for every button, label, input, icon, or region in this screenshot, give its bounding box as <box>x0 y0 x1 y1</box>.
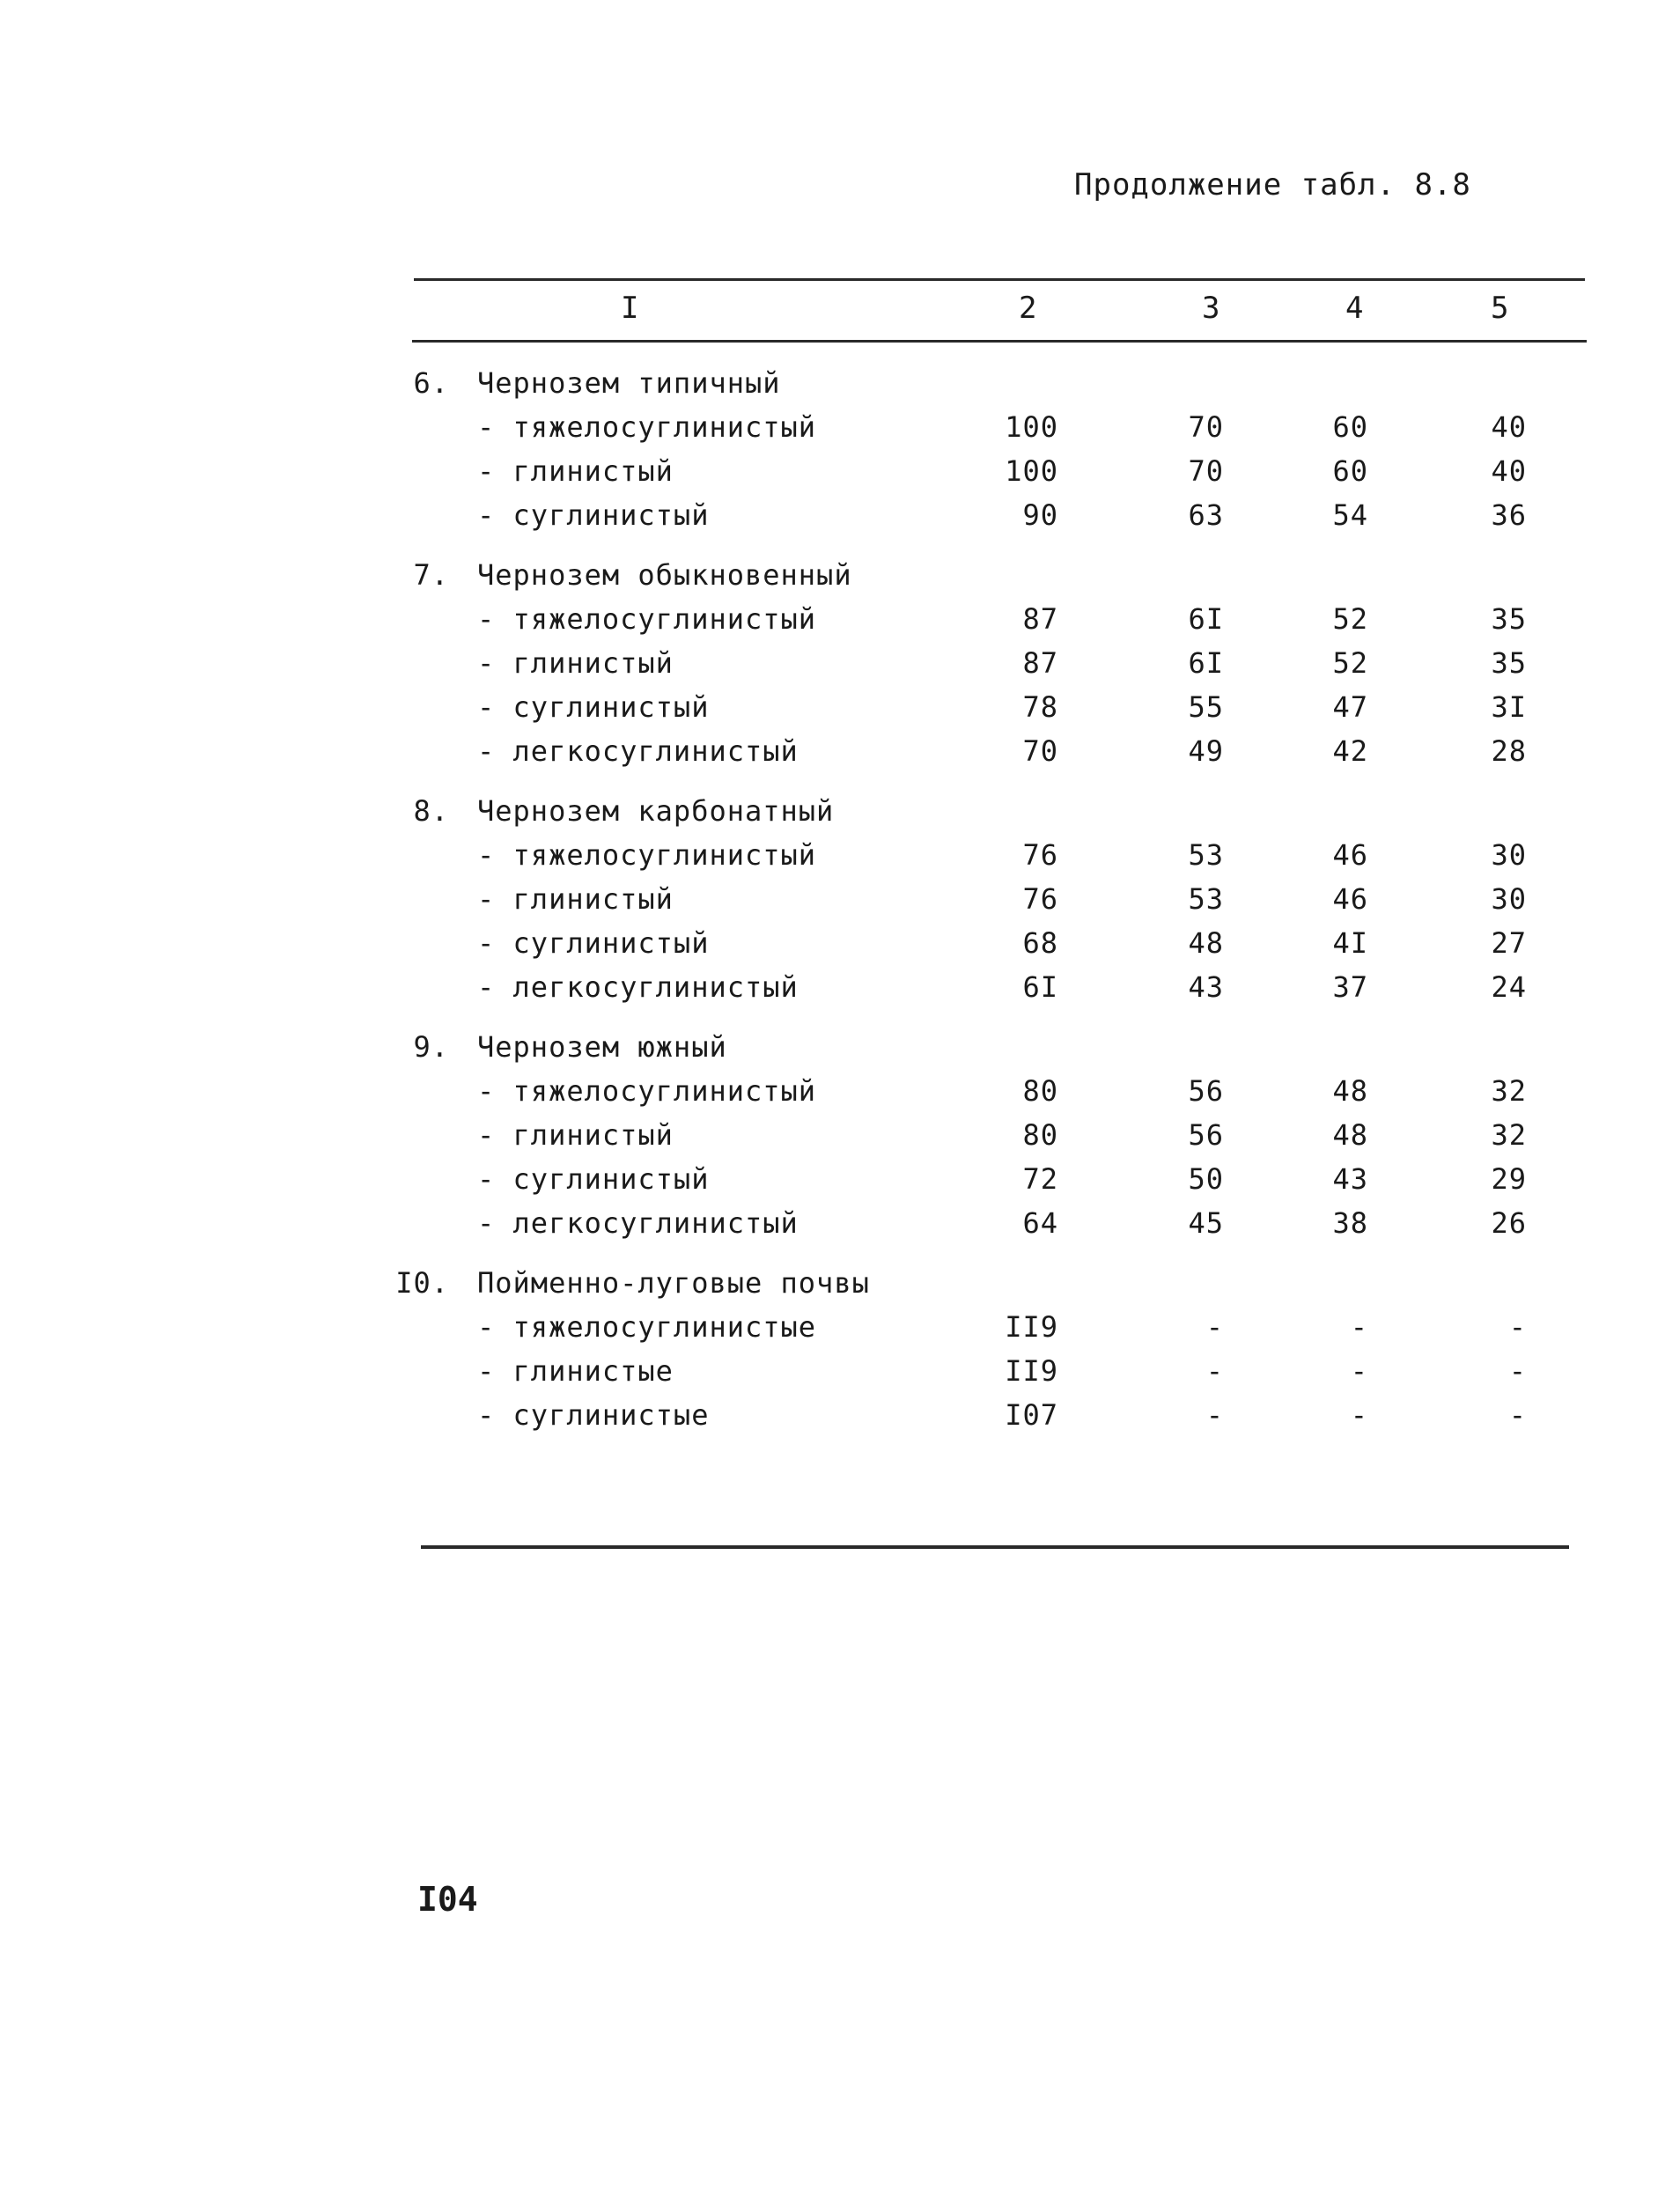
value-col-5: 28 <box>1491 734 1527 768</box>
value-col-4: 38 <box>1332 1206 1368 1240</box>
soil-subtype-name: - легкосуглинистый <box>477 1206 799 1240</box>
value-col-2: 76 <box>1022 838 1058 872</box>
value-col-5: 32 <box>1491 1118 1527 1152</box>
value-col-2: 70 <box>1022 734 1058 768</box>
table-row <box>0 1113 1680 1157</box>
value-col-5: 29 <box>1491 1162 1527 1196</box>
table-continuation-caption: Продолжение табл. 8.8 <box>1074 167 1471 203</box>
value-col-2: 87 <box>1022 602 1058 636</box>
header-col-1: I <box>621 291 639 326</box>
group-title: Чернозем обыкновенный <box>477 558 852 592</box>
soil-group <box>0 553 1680 773</box>
group-number: 7. <box>413 558 449 592</box>
soil-subtype-name: - легкосуглинистый <box>477 734 799 768</box>
table-row <box>0 405 1680 449</box>
group-heading-row <box>0 361 1680 405</box>
table-row <box>0 1393 1680 1437</box>
value-col-4: - <box>1350 1310 1368 1344</box>
table-row <box>0 729 1680 773</box>
value-col-5: - <box>1508 1354 1527 1388</box>
table-row <box>0 449 1680 493</box>
soil-subtype-name: - глинистый <box>477 882 674 916</box>
value-col-5: 26 <box>1491 1206 1527 1240</box>
group-title: Пойменно-луговые почвы <box>477 1266 870 1300</box>
table-body <box>0 361 1680 1453</box>
value-col-5: 27 <box>1491 926 1527 960</box>
soil-subtype-name: - суглинистый <box>477 498 710 532</box>
value-col-5: 40 <box>1491 410 1527 444</box>
value-col-4: 52 <box>1332 602 1368 636</box>
soil-group <box>0 1025 1680 1245</box>
value-col-2: I07 <box>1005 1398 1058 1432</box>
table-row <box>0 833 1680 877</box>
value-col-3: 48 <box>1188 926 1224 960</box>
value-col-3: 50 <box>1188 1162 1224 1196</box>
value-col-5: 40 <box>1491 454 1527 488</box>
group-heading-row <box>0 1261 1680 1305</box>
value-col-3: 56 <box>1188 1074 1224 1108</box>
soil-group <box>0 789 1680 1009</box>
value-col-2: 6I <box>1022 970 1058 1004</box>
header-col-4: 4 <box>1345 291 1364 326</box>
table-row <box>0 1157 1680 1201</box>
value-col-4: 48 <box>1332 1074 1368 1108</box>
value-col-2: 72 <box>1022 1162 1058 1196</box>
soil-subtype-name: - тяжелосуглинистый <box>477 1074 817 1108</box>
soil-subtype-name: - тяжелосуглинистый <box>477 410 817 444</box>
value-col-4: 37 <box>1332 970 1368 1004</box>
value-col-5: 30 <box>1491 882 1527 916</box>
group-heading-row <box>0 1025 1680 1069</box>
table-row <box>0 1201 1680 1245</box>
value-col-4: 60 <box>1332 410 1368 444</box>
value-col-2: 100 <box>1005 410 1058 444</box>
soil-subtype-name: - суглинистые <box>477 1398 710 1432</box>
soil-subtype-name: - глинистый <box>477 454 674 488</box>
value-col-5: - <box>1508 1310 1527 1344</box>
soil-subtype-name: - легкосуглинистый <box>477 970 799 1004</box>
value-col-4: 52 <box>1332 646 1368 680</box>
header-col-2: 2 <box>1019 291 1037 326</box>
table-row <box>0 877 1680 921</box>
soil-subtype-name: - тяжелосуглинистый <box>477 838 817 872</box>
table-row <box>0 965 1680 1009</box>
soil-subtype-name: - тяжелосуглинистые <box>477 1310 817 1344</box>
value-col-5: 36 <box>1491 498 1527 532</box>
group-title: Чернозем карбонатный <box>477 794 835 828</box>
value-col-4: - <box>1350 1398 1368 1432</box>
soil-subtype-name: - глинистые <box>477 1354 674 1388</box>
table-header-row <box>0 291 1680 331</box>
soil-subtype-name: - суглинистый <box>477 1162 710 1196</box>
table-bottom-rule <box>421 1545 1569 1549</box>
value-col-4: 48 <box>1332 1118 1368 1152</box>
value-col-4: - <box>1350 1354 1368 1388</box>
value-col-2: 100 <box>1005 454 1058 488</box>
value-col-2: 78 <box>1022 690 1058 724</box>
table-row <box>0 597 1680 641</box>
value-col-2: 64 <box>1022 1206 1058 1240</box>
value-col-4: 54 <box>1332 498 1368 532</box>
soil-group <box>0 1261 1680 1437</box>
value-col-3: 53 <box>1188 838 1224 872</box>
value-col-2: 87 <box>1022 646 1058 680</box>
table-top-rule <box>414 278 1585 281</box>
table-row <box>0 1349 1680 1393</box>
table-header-rule <box>412 340 1587 343</box>
table-row <box>0 1069 1680 1113</box>
value-col-3: 56 <box>1188 1118 1224 1152</box>
value-col-2: 76 <box>1022 882 1058 916</box>
value-col-5: 35 <box>1491 646 1527 680</box>
group-number: 9. <box>413 1030 449 1064</box>
table-row <box>0 921 1680 965</box>
soil-subtype-name: - суглинистый <box>477 690 710 724</box>
table-row <box>0 685 1680 729</box>
soil-subtype-name: - тяжелосуглинистый <box>477 602 817 636</box>
page-number: I04 <box>417 1880 478 1919</box>
value-col-3: - <box>1205 1398 1224 1432</box>
group-title: Чернозем южный <box>477 1030 727 1064</box>
group-title: Чернозем типичный <box>477 366 781 400</box>
value-col-5: 35 <box>1491 602 1527 636</box>
value-col-3: 6I <box>1188 602 1224 636</box>
value-col-5: 30 <box>1491 838 1527 872</box>
table-row <box>0 641 1680 685</box>
soil-subtype-name: - глинистый <box>477 1118 674 1152</box>
table-row <box>0 1305 1680 1349</box>
value-col-5: - <box>1508 1398 1527 1432</box>
value-col-2: 80 <box>1022 1118 1058 1152</box>
value-col-4: 42 <box>1332 734 1368 768</box>
group-number: 6. <box>413 366 449 400</box>
value-col-3: 49 <box>1188 734 1224 768</box>
value-col-2: II9 <box>1005 1354 1058 1388</box>
group-heading-row <box>0 789 1680 833</box>
value-col-3: 55 <box>1188 690 1224 724</box>
group-number: I0. <box>395 1266 449 1300</box>
value-col-3: - <box>1205 1354 1224 1388</box>
value-col-4: 46 <box>1332 882 1368 916</box>
value-col-4: 4I <box>1332 926 1368 960</box>
value-col-3: 6I <box>1188 646 1224 680</box>
group-heading-row <box>0 553 1680 597</box>
value-col-2: 68 <box>1022 926 1058 960</box>
soil-group <box>0 361 1680 537</box>
value-col-4: 43 <box>1332 1162 1368 1196</box>
value-col-3: - <box>1205 1310 1224 1344</box>
value-col-3: 45 <box>1188 1206 1224 1240</box>
value-col-5: 3I <box>1491 690 1527 724</box>
value-col-2: 90 <box>1022 498 1058 532</box>
value-col-3: 70 <box>1188 410 1224 444</box>
group-number: 8. <box>413 794 449 828</box>
header-col-3: 3 <box>1202 291 1220 326</box>
value-col-3: 63 <box>1188 498 1224 532</box>
value-col-2: II9 <box>1005 1310 1058 1344</box>
header-col-5: 5 <box>1491 291 1509 326</box>
value-col-4: 46 <box>1332 838 1368 872</box>
value-col-2: 80 <box>1022 1074 1058 1108</box>
value-col-4: 60 <box>1332 454 1368 488</box>
value-col-3: 43 <box>1188 970 1224 1004</box>
value-col-4: 47 <box>1332 690 1368 724</box>
value-col-5: 32 <box>1491 1074 1527 1108</box>
soil-subtype-name: - суглинистый <box>477 926 710 960</box>
value-col-3: 53 <box>1188 882 1224 916</box>
value-col-3: 70 <box>1188 454 1224 488</box>
value-col-5: 24 <box>1491 970 1527 1004</box>
soil-subtype-name: - глинистый <box>477 646 674 680</box>
table-row <box>0 493 1680 537</box>
